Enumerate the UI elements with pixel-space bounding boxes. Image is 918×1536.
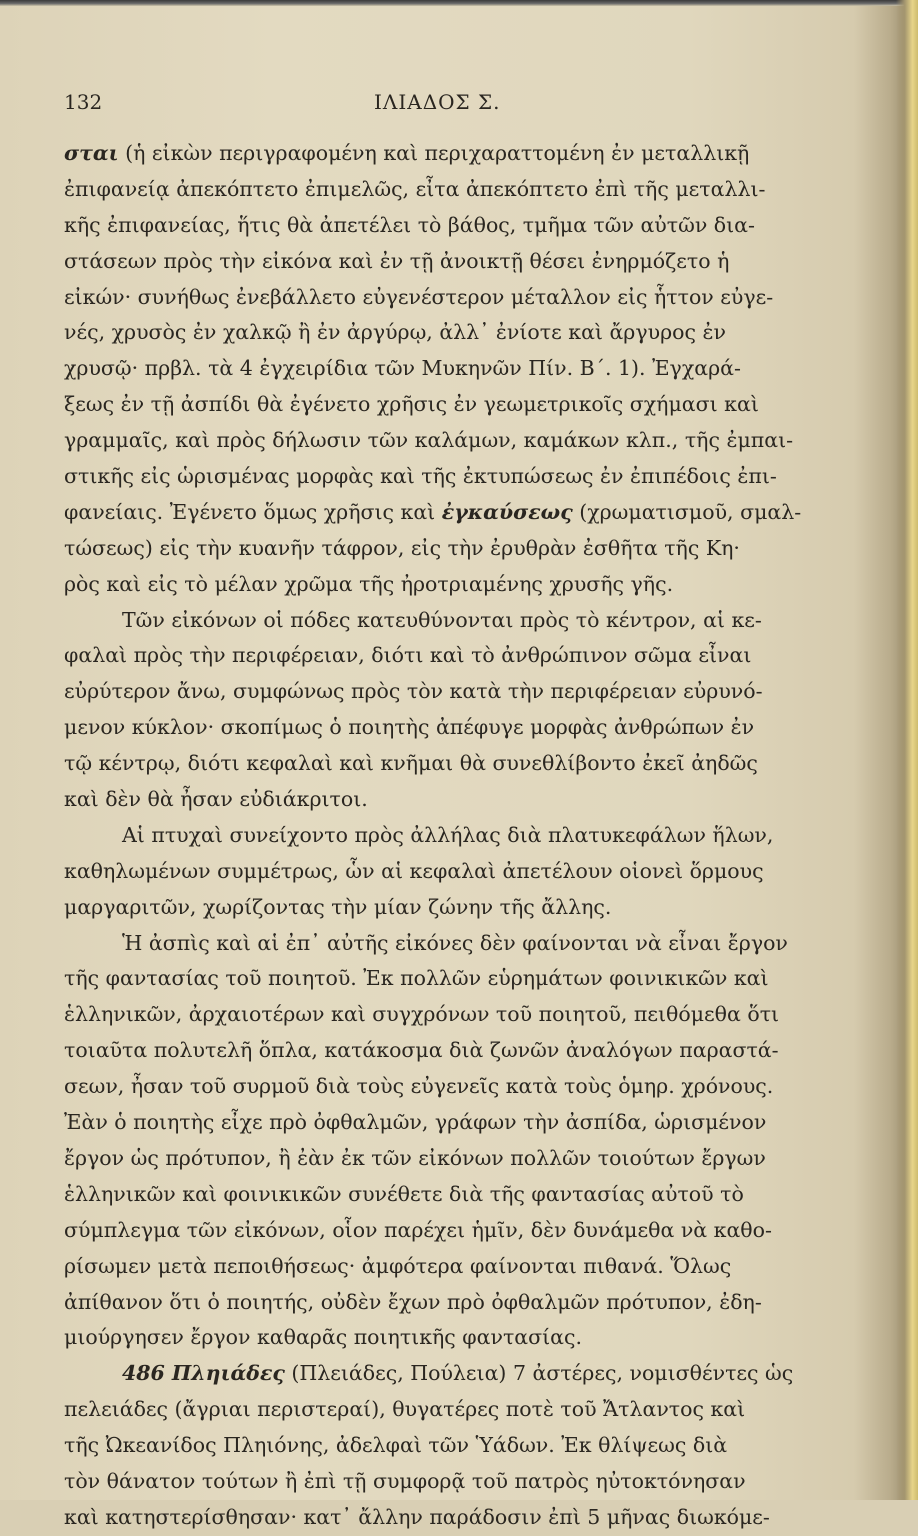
text-line bbox=[64, 674, 824, 710]
text-segment: μενον κύκλον· σκοπίμως ὁ ποιητὴς ἀπέφυγε μορφὰς ἀνθρώπων ἐν bbox=[64, 715, 755, 740]
text-segment: ἐπιφανείᾳ ἀπεκόπτετο ἐπιμελῶς, εἶτα ἀπεκόπτετο ἐπὶ τῆς μεταλλι- bbox=[64, 176, 766, 201]
text-segment: ἑλληνικῶν, ἀρχαιοτέρων καὶ συγχρόνων τοῦ ποιητοῦ, πειθόμεθα ὅτι bbox=[64, 1002, 780, 1027]
text-line bbox=[64, 1141, 824, 1177]
text-segment: εὐρύτερον ἄνω, συμφώνως πρὸς τὸν κατὰ τὴν περιφέρειαν εὐρυνό- bbox=[64, 679, 763, 704]
text-segment: ξεως ἐν τῇ ἀσπίδι θὰ ἐγένετο χρῆσις ἐν γεωμετρικοῖς σχήμασι καὶ bbox=[64, 392, 759, 417]
text-line bbox=[64, 890, 824, 926]
text-line bbox=[64, 1249, 824, 1285]
text-line bbox=[64, 495, 824, 531]
page-edge bbox=[896, 0, 918, 1500]
bold-term: 486 Πληιάδες bbox=[122, 1361, 285, 1386]
text-segment: Ἐὰν ὁ ποιητὴς εἶχε πρὸ ὀφθαλμῶν, γράφων τὴν ἀσπίδα, ὡρισμένον bbox=[64, 1110, 767, 1135]
text-segment: καὶ κατηστερίσθησαν· κατ᾽ ἄλλην παράδοσιν ἐπὶ 5 μῆνας διωκόμε- bbox=[64, 1504, 770, 1529]
page-header bbox=[64, 90, 824, 122]
text-line bbox=[64, 1105, 824, 1141]
text-line bbox=[64, 818, 824, 854]
text-line bbox=[64, 172, 824, 208]
text-segment: πελειάδες (ἄγριαι περιστεραί), θυγατέρες ποτὲ τοῦ Ἄτλαντος καὶ bbox=[64, 1397, 746, 1422]
text-segment: τοιαῦτα πολυτελῆ ὅπλα, κατάκοσμα διὰ ζωνῶν ἀναλόγων παραστά- bbox=[64, 1038, 779, 1063]
text-line bbox=[64, 423, 824, 459]
text-segment: στάσεων πρὸς τὴν εἰκόνα καὶ ἐν τῇ ἀνοικτῇ θέσει ἐνηρμόζετο ἡ bbox=[64, 248, 730, 273]
text-segment: ἔργον ὡς πρότυπον, ἢ ἐὰν ἐκ τῶν εἰκόνων πολλῶν τοιούτων ἔργων bbox=[64, 1145, 766, 1170]
text-line bbox=[64, 244, 824, 280]
text-line bbox=[64, 459, 824, 495]
text-segment: φανείαις. Ἐγένετο ὅμως χρῆσις καὶ bbox=[64, 499, 442, 524]
body-text bbox=[64, 136, 824, 1536]
text-segment: τῆς Ὠκεανίδος Πληιόνης, ἀδελφαὶ τῶν Ὑάδων. Ἐκ θλίψεως διὰ bbox=[64, 1433, 728, 1458]
text-line bbox=[64, 1285, 824, 1321]
text-line bbox=[64, 1428, 824, 1464]
text-line bbox=[64, 351, 824, 387]
text-line bbox=[64, 387, 824, 423]
bold-term: ἐγκαύσεως bbox=[441, 499, 573, 524]
text-segment: τὸν θάνατον τούτων ἢ ἐπὶ τῇ συμφορᾷ τοῦ πατρὸς ηὐτοκτόνησαν bbox=[64, 1468, 746, 1493]
text-segment: ἑλληνικῶν καὶ φοινικικῶν συνέθετε διὰ τῆς φαντασίας αὐτοῦ τὸ bbox=[64, 1181, 744, 1206]
text-segment: ρίσωμεν μετὰ πεποιθήσεως· ἀμφότερα φαίνονται πιθανά. Ὅλως bbox=[64, 1253, 732, 1278]
scan-top-border bbox=[0, 0, 918, 6]
text-segment: τῷ κέντρῳ, διότι κεφαλαὶ καὶ κνῆμαι θὰ συνεθλίβοντο ἐκεῖ ἀηδῶς bbox=[64, 751, 758, 776]
text-segment: (Πλειάδες, Πούλεια) 7 ἀστέρες, νομισθέντες ὡς bbox=[284, 1361, 794, 1386]
bold-term: σται bbox=[64, 141, 119, 165]
text-segment: σύμπλεγμα τῶν εἰκόνων, οἷον παρέχει ἡμῖν, δὲν δυνάμεθα νὰ καθο- bbox=[64, 1217, 772, 1242]
page-number: 132 bbox=[64, 90, 103, 114]
text-segment: κῆς ἐπιφανείας, ἥτις θὰ ἀπετέλει τὸ βάθος, τμῆμα τῶν αὐτῶν δια- bbox=[64, 212, 755, 237]
text-segment: (ἡ εἰκὼν περιγραφομένη καὶ περιχαραττομένη ἐν μεταλλικῇ bbox=[118, 141, 750, 165]
text-line bbox=[64, 638, 824, 674]
text-segment: καθηλωμένων συμμέτρως, ὧν αἱ κεφαλαὶ ἀπετέλουν οἱονεὶ ὅρμους bbox=[64, 858, 764, 883]
text-line bbox=[64, 746, 824, 782]
text-segment: νές, χρυσὸς ἐν χαλκῷ ἢ ἐν ἀργύρῳ, ἀλλ᾽ ἐνίοτε καὶ ἄργυρος ἐν bbox=[64, 320, 726, 345]
text-line bbox=[64, 1500, 824, 1536]
running-title: ΙΛΙΑΔΟΣ Σ. bbox=[374, 90, 501, 114]
text-line bbox=[64, 1213, 824, 1249]
text-line bbox=[64, 997, 824, 1033]
text-segment: (χρωματισμοῦ, σμαλ- bbox=[572, 499, 802, 524]
text-line bbox=[64, 136, 824, 172]
text-line bbox=[64, 567, 824, 603]
text-segment: εἰκών· συνήθως ἐνεβάλλετο εὐγενέστερον μέταλλον εἰς ἧττον εὐγε- bbox=[64, 284, 774, 309]
text-segment: φαλαὶ πρὸς τὴν περιφέρειαν, διότι καὶ τὸ ἀνθρώπινον σῶμα εἶναι bbox=[64, 643, 752, 668]
text-line bbox=[64, 1033, 824, 1069]
text-segment: καὶ δὲν θὰ ἦσαν εὐδιάκριτοι. bbox=[64, 787, 368, 812]
text-segment: γραμμαῖς, καὶ πρὸς δήλωσιν τῶν καλάμων, καμάκων κλπ., τῆς ἐμπαι- bbox=[64, 428, 794, 453]
text-line bbox=[64, 208, 824, 244]
text-line bbox=[64, 1177, 824, 1213]
text-line bbox=[64, 603, 824, 639]
text-segment: Τῶν εἰκόνων οἱ πόδες κατευθύνονται πρὸς τὸ κέντρον, αἱ κε- bbox=[122, 607, 762, 632]
text-segment: σεων, ἦσαν τοῦ συρμοῦ διὰ τοὺς εὐγενεῖς κατὰ τοὺς ὁμηρ. χρόνους. bbox=[64, 1074, 774, 1099]
text-segment: μαργαριτῶν, χωρίζοντας τὴν μίαν ζώνην τῆς ἄλλης. bbox=[64, 894, 612, 919]
text-line bbox=[64, 710, 824, 746]
text-segment: ἀπίθανον ὅτι ὁ ποιητής, οὐδὲν ἔχων πρὸ ὀφθαλμῶν πρότυπον, ἐδη- bbox=[64, 1289, 762, 1314]
text-line bbox=[64, 315, 824, 351]
text-line bbox=[64, 1320, 824, 1356]
text-line bbox=[64, 1356, 824, 1392]
text-line bbox=[64, 1392, 824, 1428]
text-segment: μιούργησεν ἔργον καθαρᾶς ποιητικῆς φαντασίας. bbox=[64, 1325, 583, 1350]
text-line bbox=[64, 531, 824, 567]
text-line bbox=[64, 1069, 824, 1105]
text-segment: στικῆς εἰς ὡρισμένας μορφὰς καὶ τῆς ἐκτυπώσεως ἐν ἐπιπέδοις ἐπι- bbox=[64, 464, 777, 489]
text-segment: τῆς φαντασίας τοῦ ποιητοῦ. Ἐκ πολλῶν εὑρημάτων φοινικικῶν καὶ bbox=[64, 966, 769, 991]
text-line bbox=[64, 926, 824, 962]
text-segment: χρυσῷ· πρβλ. τὰ 4 ἐγχειρίδια τῶν Μυκηνῶν Πίν. Β΄. 1). Ἐγχαρά- bbox=[64, 356, 741, 381]
text-segment: Αἱ πτυχαὶ συνείχοντο πρὸς ἀλλήλας διὰ πλατυκεφάλων ἥλων, bbox=[122, 822, 774, 847]
text-line bbox=[64, 280, 824, 316]
text-segment: τώσεως) εἰς τὴν κυανῆν τάφρον, εἰς τὴν ἐρυθρὰν ἐσθῆτα τῆς Κη· bbox=[64, 535, 740, 560]
text-segment: ρὸς καὶ εἰς τὸ μέλαν χρῶμα τῆς ἠροτριαμένης χρυσῆς γῆς. bbox=[64, 571, 674, 596]
text-line bbox=[64, 854, 824, 890]
text-line bbox=[64, 961, 824, 997]
text-line bbox=[64, 782, 824, 818]
text-segment: Ἡ ἀσπὶς καὶ αἱ ἐπ᾽ αὐτῆς εἰκόνες δὲν φαίνονται νὰ εἶναι ἔργον bbox=[122, 930, 788, 955]
text-line bbox=[64, 1464, 824, 1500]
